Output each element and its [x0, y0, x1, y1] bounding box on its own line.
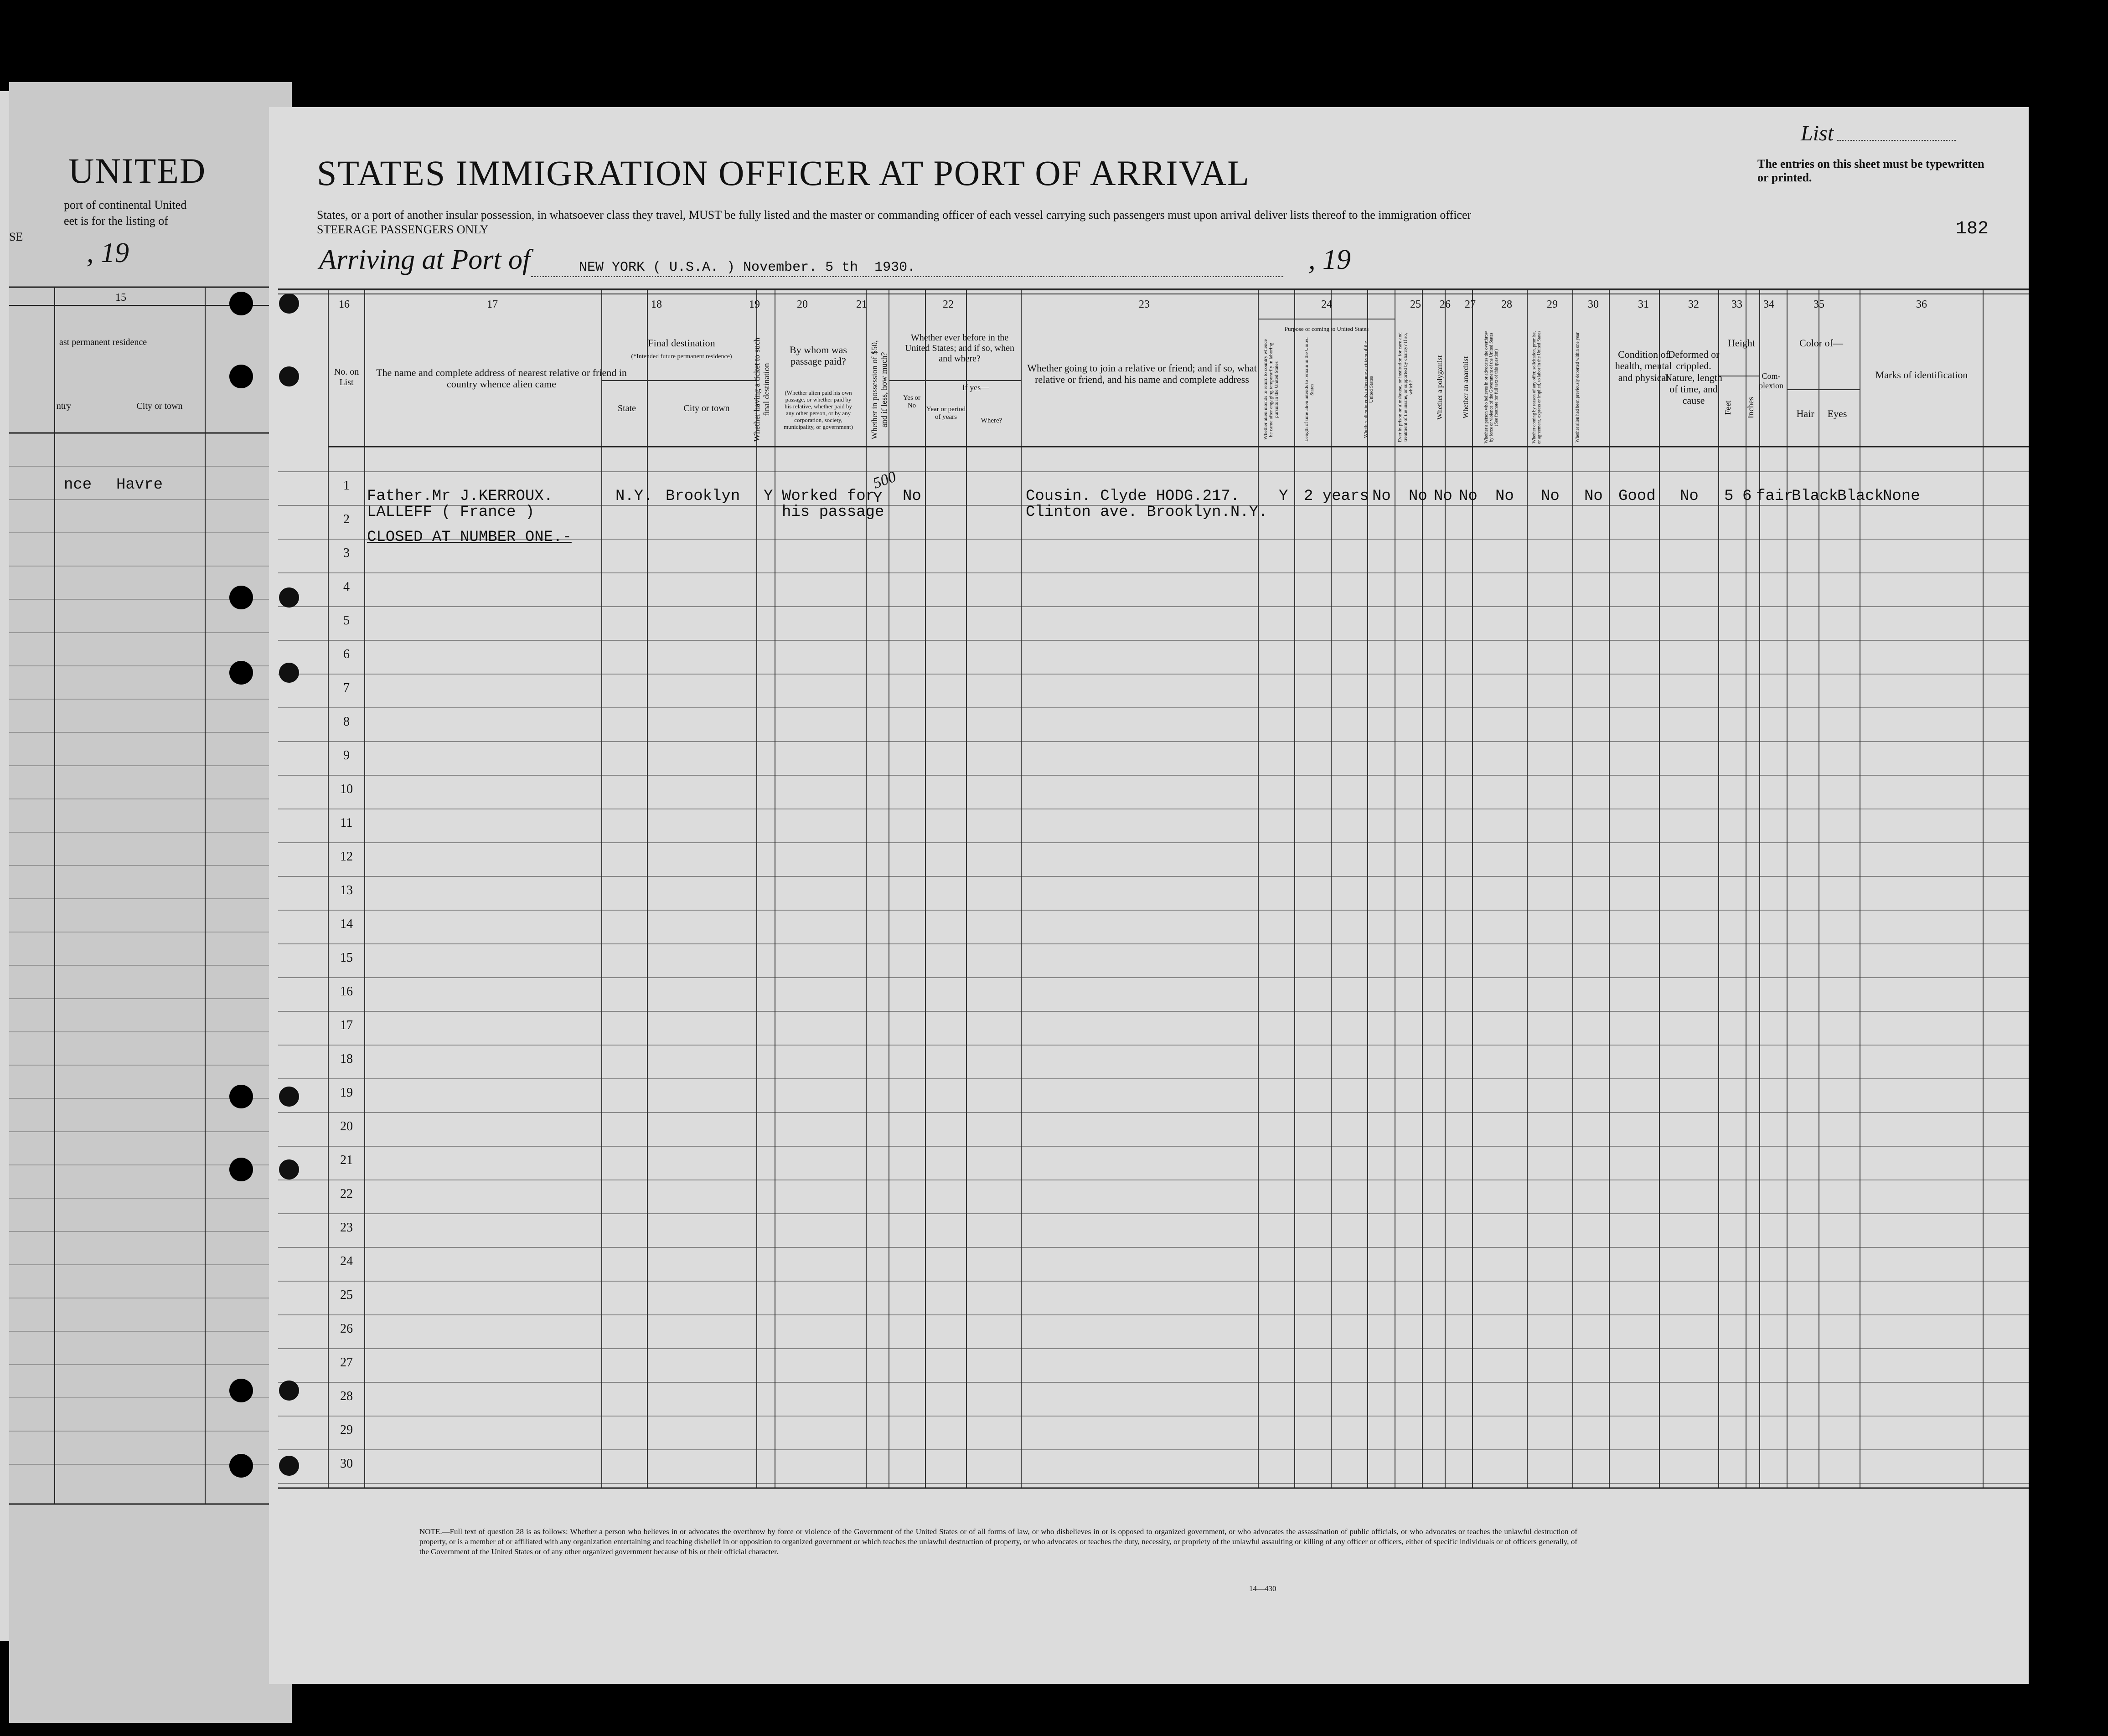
- col-header-17: The name and complete address of nearest relative or friend in country whence alien came: [376, 367, 627, 390]
- col-header-30: Whether alien had been previously deported within one year: [1575, 332, 1580, 443]
- col-num-18: 18: [651, 299, 662, 310]
- row-number: 4: [343, 580, 350, 594]
- binder-hole: [279, 1456, 299, 1476]
- col-header-26: Whether a polygamist: [1436, 355, 1444, 420]
- row-number: 24: [340, 1254, 353, 1268]
- left-text-line-3: SE: [9, 230, 23, 243]
- col-num-26: 26: [1440, 299, 1451, 310]
- row-number: 18: [340, 1052, 353, 1066]
- row-number: 5: [343, 613, 350, 628]
- row-number: 25: [340, 1288, 353, 1302]
- binder-hole: [229, 1158, 253, 1181]
- binder-hole: [229, 365, 253, 388]
- row1-inches: 6: [1742, 488, 1752, 505]
- row1-prison: No: [1409, 488, 1427, 505]
- row-number: 3: [343, 546, 350, 560]
- col-num-25: 25: [1410, 299, 1421, 310]
- form-sheet: [269, 107, 2029, 1684]
- form-subtitle-1: States, or a port of another insular possession, in whatsoever class they travel, MUST be fully listed and the master or commanding officer of each vessel carrying such passengers must upon arrival deliver lists thereof to the immigration officer: [317, 208, 1472, 222]
- closing-note: CLOSED AT NUMBER ONE.-: [367, 529, 572, 546]
- left-page-rules: [9, 82, 292, 1723]
- left-year-prefix: , 19: [87, 237, 129, 268]
- binder-hole: [229, 1379, 253, 1402]
- left-col-number: 15: [115, 292, 126, 304]
- row-number: 20: [340, 1119, 353, 1133]
- row1-return: Y: [1279, 488, 1288, 505]
- row1-money-annotation: 500: [871, 468, 899, 492]
- form-instructions: The entries on this sheet must be typewritten or printed.: [1757, 157, 1984, 184]
- row1-relative-line2: LALLEFF ( France ): [367, 504, 535, 521]
- col-num-20: 20: [797, 299, 808, 310]
- col-header-28: Whether a person who believes in or advocates the overthrow by force or violence of the Government of the United States (See footnote for full text of this question): [1484, 331, 1499, 444]
- row-number: 9: [343, 748, 350, 762]
- left-page: [9, 82, 292, 1723]
- row1-marks: None: [1883, 488, 1920, 505]
- col-header-22: Whether ever before in the United States; and if so, when and where?: [905, 333, 1014, 364]
- left-row1-country: nce: [64, 476, 92, 494]
- row-number: 29: [340, 1423, 353, 1437]
- row1-polygamist: No: [1434, 488, 1452, 505]
- row1-city: Brooklyn: [666, 488, 740, 505]
- form-subtitle-2: STEERAGE PASSENGERS ONLY: [317, 223, 489, 236]
- col-header-22-yesno: Yes or No: [903, 394, 921, 410]
- row-number: 6: [343, 647, 350, 661]
- binder-hole: [229, 661, 253, 685]
- col-header-24-return: Whether alien intends to return to country whence he came after engaging temporarily in laboring pursuits in the United States: [1263, 339, 1279, 440]
- row1-anarchist: No: [1459, 488, 1478, 505]
- col-header-18-sublabel: (*Intended future permanent residence): [631, 353, 732, 360]
- arriving-label: Arriving at Port of: [319, 244, 531, 275]
- binder-hole: [279, 366, 299, 386]
- row-number: 26: [340, 1322, 353, 1336]
- col-header-33-feet: Feet: [1723, 401, 1732, 415]
- row-number: 27: [340, 1355, 353, 1370]
- col-header-24-length: Length of time alien intends to remain in the United States: [1304, 337, 1315, 442]
- arriving-value: NEW YORK ( U.S.A. ) November. 5 th 1930.: [579, 260, 916, 275]
- col-header-33-inches: Inches: [1746, 397, 1755, 419]
- row1-length-of-stay: 2 years: [1304, 488, 1369, 505]
- row1-citizen: No: [1372, 488, 1391, 505]
- row-number: 12: [340, 850, 353, 864]
- left-sub-city: City or town: [136, 401, 183, 411]
- col-header-20-sublabel: (Whether alien paid his own passage, or whether paid by his relative, whether paid by any other person, or by any corporation, society, municipality, or government): [784, 389, 853, 430]
- binder-hole: [279, 1087, 299, 1107]
- row-number: 8: [343, 715, 350, 729]
- row1-joining-line1: Cousin. Clyde HODG.217.: [1026, 488, 1240, 505]
- binder-hole: [229, 586, 253, 609]
- col-num-22: 22: [943, 299, 954, 310]
- col-header-33: Height: [1728, 337, 1755, 349]
- row-number: 28: [340, 1389, 353, 1403]
- row1-feet: 5: [1724, 488, 1734, 505]
- col-header-22-year: Year or period of years: [926, 406, 966, 421]
- left-sub-country: ntry: [56, 401, 72, 411]
- col-header-19: Whether having a ticket to such final destination: [752, 337, 771, 442]
- col-num-33: 33: [1731, 299, 1742, 310]
- binder-hole: [229, 1454, 253, 1478]
- col-num-16: 16: [339, 299, 350, 310]
- col-num-23: 23: [1139, 299, 1150, 310]
- left-col-label: ast permanent residence: [59, 337, 147, 347]
- col-header-24-citizen: Whether alien intends to become a citizen of the United States: [1363, 341, 1374, 438]
- col-num-32: 32: [1688, 299, 1699, 310]
- row1-deported: No: [1584, 488, 1603, 505]
- col-header-16: No. on List: [334, 367, 359, 387]
- row-number: 13: [340, 883, 353, 897]
- col-header-35-hair: Hair: [1796, 408, 1814, 419]
- col-header-24: Purpose of coming to United States: [1284, 325, 1369, 332]
- col-num-19: 19: [749, 299, 760, 310]
- row-number: 2: [343, 512, 350, 526]
- row1-money: Y: [873, 490, 883, 507]
- col-header-31: Condition of health, mental and physical: [1615, 349, 1672, 383]
- row-number: 30: [340, 1457, 353, 1471]
- row1-complexion: fair: [1756, 488, 1793, 505]
- binder-hole: [279, 587, 299, 608]
- col-num-35: 35: [1814, 299, 1824, 310]
- col-num-17: 17: [487, 299, 498, 310]
- row-number: 7: [343, 681, 350, 695]
- list-label: List: [1801, 121, 1834, 145]
- row1-relative-line1: Father.Mr J.KERROUX.: [367, 488, 553, 505]
- left-row1-city: Havre: [116, 476, 163, 494]
- row1-joining-line2: Clinton ave. Brooklyn.N.Y.: [1026, 504, 1268, 521]
- list-dotted-line: [1837, 140, 1956, 141]
- row1-before-in-us: No: [903, 488, 921, 505]
- row1-paid-by-line2: his passage: [782, 504, 884, 521]
- binder-hole: [229, 1085, 253, 1108]
- row1-ticket: Y: [764, 488, 773, 505]
- row-number: 23: [340, 1221, 353, 1235]
- col-num-34: 34: [1763, 299, 1774, 310]
- row1-eyes: Black: [1837, 488, 1884, 505]
- year-suffix: , 19: [1308, 244, 1351, 275]
- col-num-21: 21: [856, 299, 867, 310]
- binder-hole: [229, 292, 253, 315]
- form-grid: [269, 107, 2029, 1684]
- page-number: 182: [1956, 219, 1989, 239]
- row1-hair: Black: [1792, 488, 1839, 505]
- footnote-code: 14—430: [1249, 1584, 1276, 1593]
- col-header-32: Deformed or crippled. Nature, length of time, and cause: [1665, 349, 1722, 407]
- col-num-31: 31: [1638, 299, 1649, 310]
- col-header-36: Marks of identification: [1875, 369, 1968, 381]
- row1-overthrow: No: [1495, 488, 1514, 505]
- row-number: 17: [340, 1018, 353, 1032]
- left-title-fragment: UNITED: [68, 151, 207, 191]
- col-header-29: Whether coming by reason of any offer, solicitation, promise, or agreement, express or implied, to labor in the United States: [1532, 330, 1542, 444]
- col-header-22-ifyes: If yes—: [962, 383, 989, 392]
- col-header-27: Whether an anarchist: [1462, 356, 1470, 418]
- col-header-34: Com-plexion: [1759, 371, 1783, 390]
- col-num-36: 36: [1916, 299, 1927, 310]
- col-header-25: Ever in prison or almshouse, or institution for care and treatment of the insane, or supported by charity? If so, which?: [1397, 332, 1414, 443]
- col-header-18-state: State: [618, 403, 636, 413]
- col-header-21: Whether in possession of $50, and if less, how much?: [870, 340, 889, 439]
- arriving-dotted-line: [531, 276, 1283, 277]
- row-number: 16: [340, 984, 353, 999]
- row1-state: N.Y.: [615, 488, 653, 505]
- row1-health: Good: [1618, 488, 1656, 505]
- row-number: 14: [340, 917, 353, 931]
- col-header-22-where: Where?: [981, 417, 1002, 424]
- row1-paid-by-line1: Worked for: [782, 488, 875, 505]
- left-text-line-2: eet is for the listing of: [64, 214, 168, 227]
- binder-hole: [279, 294, 299, 314]
- binder-hole: [279, 1159, 299, 1180]
- row1-deformed: No: [1680, 488, 1699, 505]
- col-num-27: 27: [1465, 299, 1476, 310]
- row1-labor-offer: No: [1541, 488, 1560, 505]
- row-number: 22: [340, 1187, 353, 1201]
- row-number: 19: [340, 1086, 353, 1100]
- col-header-35-eyes: Eyes: [1827, 408, 1847, 419]
- row-number: 11: [340, 816, 353, 830]
- col-header-35: Color of—: [1799, 337, 1843, 349]
- col-header-23: Whether going to join a relative or friend; and if so, what relative or friend, and his name and complete address: [1027, 362, 1257, 386]
- col-num-28: 28: [1501, 299, 1512, 310]
- form-title: STATES IMMIGRATION OFFICER AT PORT OF ARRIVAL: [317, 153, 1250, 193]
- col-num-30: 30: [1588, 299, 1599, 310]
- row-number: 15: [340, 951, 353, 965]
- col-num-29: 29: [1547, 299, 1558, 310]
- col-header-18-city: City or town: [683, 403, 730, 413]
- col-header-20: By whom was passage paid?: [790, 344, 847, 367]
- col-num-24: 24: [1321, 299, 1332, 310]
- col-header-18: Final destination: [648, 337, 715, 349]
- row-number: 10: [340, 782, 353, 796]
- left-text-line-1: port of continental United: [64, 198, 187, 211]
- row-number: 1: [343, 479, 350, 493]
- row-number: 21: [340, 1153, 353, 1167]
- binder-hole: [279, 1381, 299, 1401]
- binder-hole: [279, 663, 299, 683]
- footnote: NOTE.—Full text of question 28 is as follows: Whether a person who believes in or advocates the overthrow by force or violence of the Government of the United States or of all forms of law, or who disbelieves in or is opposed to organized government, or who advocates the assassination of public officials, or who advocates or teaches the unlawful destruction of property, or is a member of or affiliated with any organization entertaining and teaching disbelief in or opposition to organized government or which teaches the unlawful destruction of property, or who advocates or teaches the duty, necessity, or propriety of the unlawful assaulting or killing of any officer or officers, either of specific individuals or of officers generally, of the Government of the United States or of any other organized government because of his or their official character.: [419, 1527, 1577, 1556]
